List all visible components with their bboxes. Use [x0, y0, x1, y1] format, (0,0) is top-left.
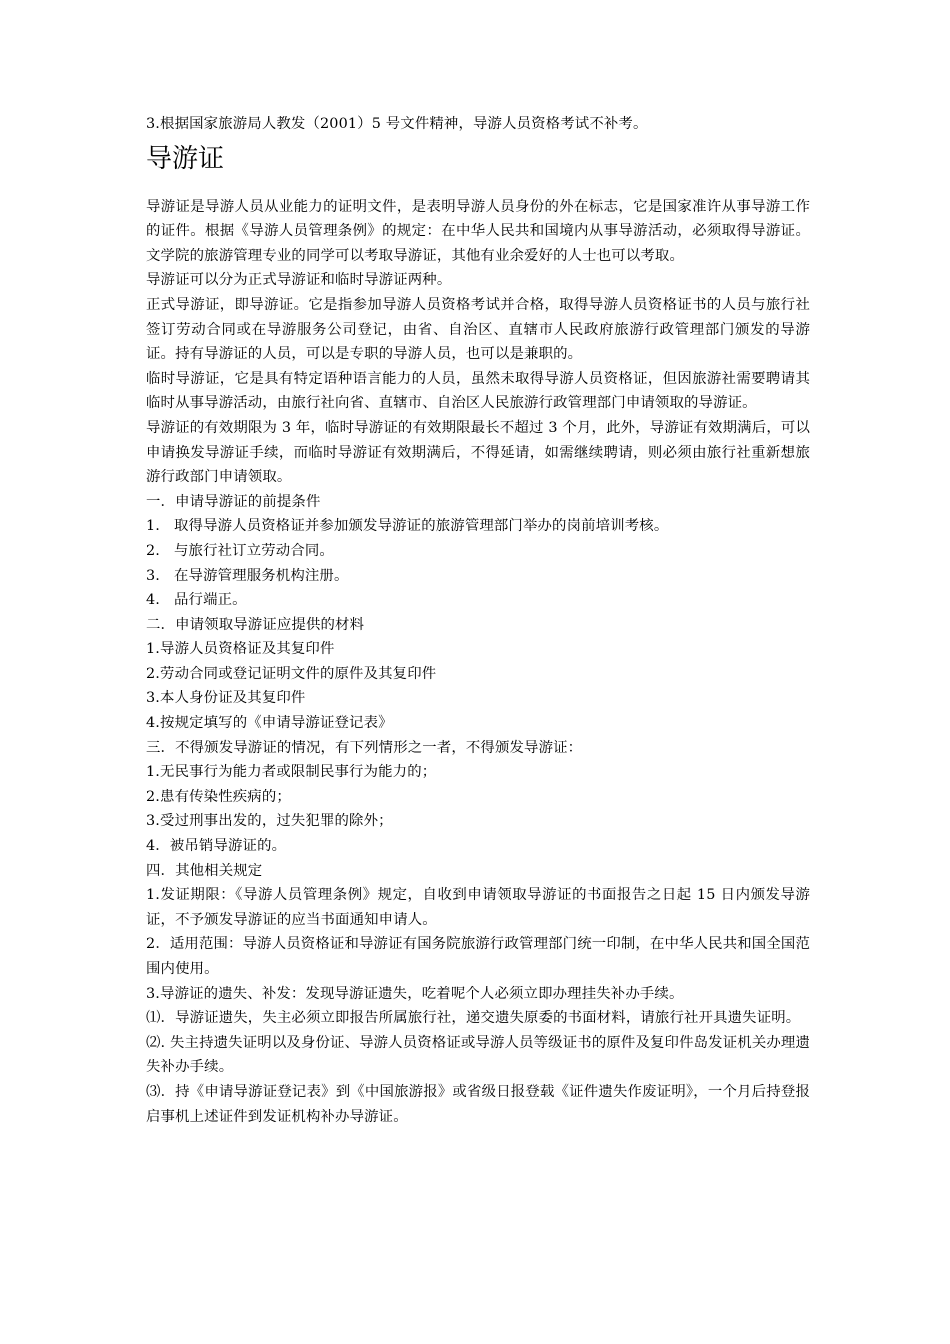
section3-heading: 三．不得颁发导游证的情况，有下列情形之一者，不得颁发导游证：: [146, 739, 583, 756]
list-item: [146, 539, 810, 564]
validity-paragraph: 导游证的有效期限为 3 年，临时导游证的有效期限最长不超过 3 个月，此外，导游证有效期满后，可以申请换发导游证手续，而临时导游证有效期满后，不得延请，如需继续聘请，则必须由旅行社重新想旅游行政部门申请领取。: [146, 419, 810, 486]
list-item: 3.受过刑事出发的，过失犯罪的除外；: [146, 813, 393, 830]
list-item: 1.无民事行为能力者或限制民事行为能力的；: [146, 764, 437, 781]
section2-heading: 二．申请领取导游证应提供的材料: [146, 616, 365, 633]
list-item: ⑴．导游证遗失，失主必须立即报告所属旅行社，递交遗失原委的书面材料，请旅行社开具遗失证明。: [146, 1010, 801, 1027]
list-item-text: 在导游管理服务机构注册。: [174, 567, 349, 584]
list-item: 2.劳动合同或登记证明文件的原件及其复印件: [146, 665, 437, 682]
top-note: 3.根据国家旅游局人教发（2001）5 号文件精神，导游人员资格考试不补考。: [146, 116, 648, 132]
list-item: ⑶．持《申请导游证登记表》到《中国旅游报》或省级日报登载《证件遗失作废证明》，一个月后持登报启事机上述证件到发证机构补办导游证。: [146, 1083, 810, 1125]
types-paragraph: 导游证可以分为正式导游证和临时导游证两种。: [146, 272, 452, 289]
section1-heading: 一．申请导游证的前提条件: [146, 493, 321, 510]
list-item: 3.本人身份证及其复印件: [146, 690, 306, 707]
list-item: [146, 514, 810, 539]
list-item: 1.发证期限：《导游人员管理条例》规定，自收到申请领取导游证的书面报告之日起 15 日内颁发导游证，不予颁发导游证的应当书面通知申请人。: [146, 887, 810, 928]
document-page: [146, 112, 810, 1129]
list-item-text: 取得导游人员资格证并参加颁发导游证的旅游管理部门举办的岗前培训考核。: [174, 518, 669, 535]
list-item-number: 2.: [146, 542, 161, 559]
list-item-number: 3.: [146, 567, 161, 584]
list-item: 4.按规定填写的《申请导游证登记表》: [146, 715, 393, 732]
list-item: 2.患有传染性疾病的；: [146, 788, 291, 805]
list-item: 2．适用范围：导游人员资格证和导游证有国务院旅游行政管理部门统一印制，在中华人民共和国全国范围内使用。: [146, 936, 810, 977]
section4-heading: 四．其他相关规定: [146, 862, 263, 879]
list-item-number: 4.: [146, 592, 161, 609]
intro-paragraph: 导游证是导游人员从业能力的证明文件，是表明导游人员身份的外在标志，它是国家准许从事导游工作的证件。根据《导游人员管理条例》的规定：在中华人民共和国境内从事导游活动，必须取得导游证。文学院的旅游管理专业的同学可以考取导游证，其他有业余爱好的人士也可以考取。: [146, 198, 810, 264]
list-item: [146, 564, 810, 589]
list-item: 3.导游证的遗失、补发：发现导游证遗失，吃着呢个人必须立即办理挂失补办手续。: [146, 985, 684, 1002]
list-item: ⑵. 失主持遗失证明以及身份证、导游人员资格证或导游人员等级证书的原件及复印件岛发证机关办理遗失补办手续。: [146, 1034, 810, 1076]
page-title: 导游证: [146, 143, 225, 174]
list-item: 4．被吊销导游证的。: [146, 838, 287, 855]
list-item-text: 与旅行社订立劳动合同。: [174, 542, 334, 559]
list-item: [146, 588, 810, 613]
list-item-text: 品行端正。: [174, 592, 247, 609]
formal-paragraph: 正式导游证，即导游证。它是指参加导游人员资格考试并合格，取得导游人员资格证书的人员与旅行社签订劳动合同或在导游服务公司登记，由省、自治区、直辖市人民政府旅游行政管理部门颁发的导游证。持有导游证的人员，可以是专职的导游人员，也可以是兼职的。: [146, 296, 810, 363]
list-item: 1.导游人员资格证及其复印件: [146, 641, 335, 658]
temporary-paragraph: 临时导游证，它是具有特定语种语言能力的人员，虽然未取得导游人员资格证，但因旅游社需要聘请其临时从事导游活动，由旅行社向省、直辖市、自治区人民旅游行政管理部门申请领取的导游证。: [146, 370, 810, 412]
list-item-number: 1.: [146, 518, 161, 535]
